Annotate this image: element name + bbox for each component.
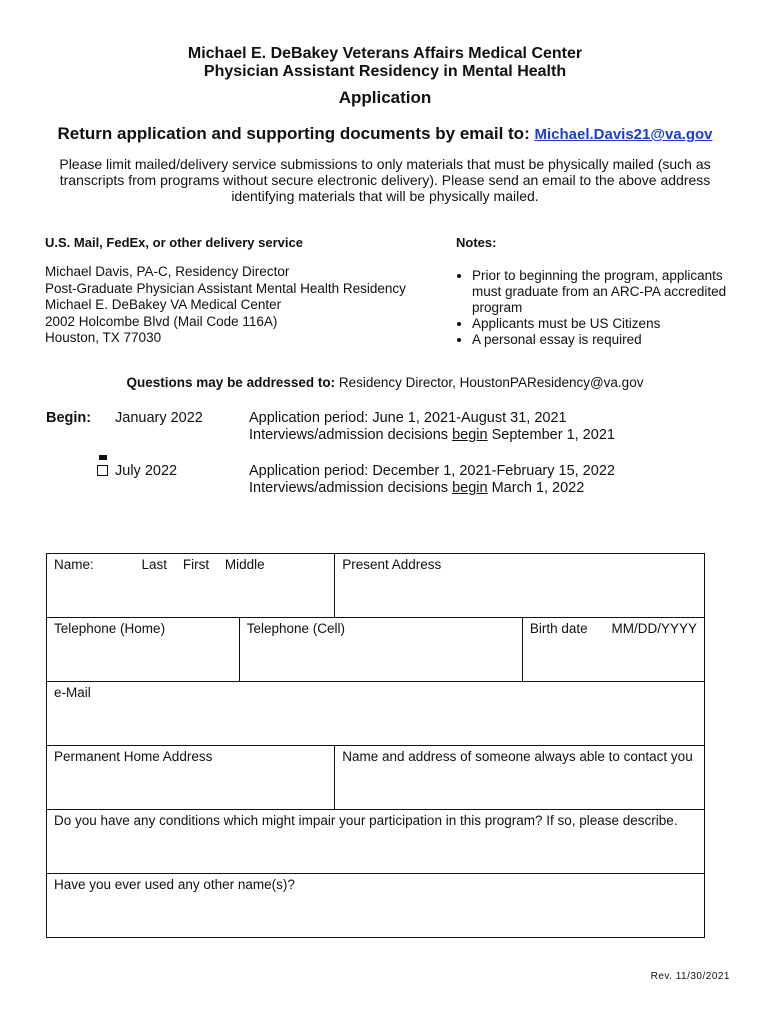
page-title: Application (338, 88, 432, 107)
name-middle-label: Middle (224, 557, 265, 572)
return-instructions (0, 124, 770, 144)
application-form (46, 553, 705, 938)
january-period (249, 410, 615, 444)
other-names-label: Have you ever used any other name(s)? (54, 877, 295, 892)
revision-date: Rev. 11/30/2021 (650, 971, 730, 982)
notes-list (446, 268, 742, 348)
birth-date-field[interactable] (522, 618, 704, 682)
mail-address (45, 264, 406, 347)
january-interviews-begin: begin (452, 427, 488, 443)
header-program: Physician Assistant Residency in Mental Health (203, 63, 567, 80)
begin-label: Begin: (46, 410, 92, 426)
mail-address-line: Michael Davis, PA-C, Residency Director (45, 264, 290, 279)
mail-note: Please limit mailed/delivery service submissions to only materials that must be physically mailed (such as transcripts from programs without secure electronic delivery). Please send an email to the above address identifying materials that will be physically mailed. (59, 156, 711, 204)
return-text: Return application and supporting documents by email to: (57, 124, 530, 143)
mail-address-line: Post-Graduate Physician Assistant Mental Health Residency (45, 280, 406, 296)
phone-cell-label: Telephone (Cell) (246, 621, 345, 636)
january-application-period: Application period: June 1, 2021-August 31, 2021 (249, 410, 567, 426)
january-interviews-text: Interviews/admission decisions (249, 427, 453, 443)
permanent-address-field[interactable] (47, 746, 335, 810)
phone-home-label: Telephone (Home) (54, 621, 166, 636)
january-interviews-date: September 1, 2021 (487, 427, 615, 443)
phone-cell-field[interactable] (239, 618, 522, 682)
header-institution: Michael E. DeBakey Veterans Affairs Medical Center (187, 45, 583, 62)
selected-mark (99, 455, 107, 460)
july-application-period: Application period: December 1, 2021-February 15, 2022 (249, 463, 615, 479)
july-checkbox[interactable] (97, 465, 108, 476)
begin-option-july[interactable]: July 2022 (115, 463, 178, 479)
emergency-contact-field[interactable] (335, 746, 705, 810)
mail-heading: U.S. Mail, FedEx, or other delivery service (45, 235, 303, 250)
note-item: • Prior to beginning the program, applicants must graduate from an ARC-PA accredited program (472, 268, 742, 316)
questions-label: Questions may be addressed to: (126, 375, 336, 390)
note-item: • Applicants must be US Citizens (472, 316, 742, 332)
questions-contact: Residency Director, HoustonPAResidency@va.gov (338, 375, 644, 390)
present-address-label: Present Address (342, 557, 442, 572)
july-interviews-begin: begin (452, 480, 488, 496)
birth-date-format: MM/DD/YYYY (611, 621, 697, 636)
july-interviews-text: Interviews/admission decisions (249, 480, 453, 496)
phone-home-field[interactable] (47, 618, 240, 682)
name-label: Name: (54, 557, 94, 572)
mail-address-line: 2002 Holcombe Blvd (Mail Code 116A) (45, 313, 278, 329)
permanent-address-label: Permanent Home Address (54, 749, 213, 764)
notes-heading: Notes: (456, 235, 497, 250)
july-interviews (249, 480, 615, 497)
name-last-label: Last (141, 557, 168, 572)
january-interviews (249, 427, 615, 444)
name-first-label: First (182, 557, 210, 572)
begin-option-january[interactable]: January 2022 (115, 410, 203, 426)
july-period (249, 463, 615, 497)
present-address-field[interactable] (335, 554, 705, 618)
mail-address-line: Houston, TX 77030 (45, 330, 162, 345)
other-names-field[interactable] (47, 874, 705, 938)
conditions-label: Do you have any conditions which might impair your participation in this program? If so, please describe. (54, 813, 678, 828)
conditions-field[interactable] (47, 810, 705, 874)
questions-line (0, 375, 770, 390)
note-item: • A personal essay is required (472, 332, 742, 348)
name-field[interactable] (47, 554, 335, 618)
return-email-link[interactable]: Michael.Davis21@va.gov (534, 126, 713, 143)
july-interviews-date: March 1, 2022 (487, 480, 585, 496)
email-label: e-Mail (54, 685, 91, 700)
email-field[interactable] (47, 682, 705, 746)
birth-date-label: Birth date (529, 621, 588, 636)
mail-address-line: Michael E. DeBakey VA Medical Center (45, 297, 282, 312)
emergency-contact-label: Name and address of someone always able to contact you (342, 749, 693, 764)
